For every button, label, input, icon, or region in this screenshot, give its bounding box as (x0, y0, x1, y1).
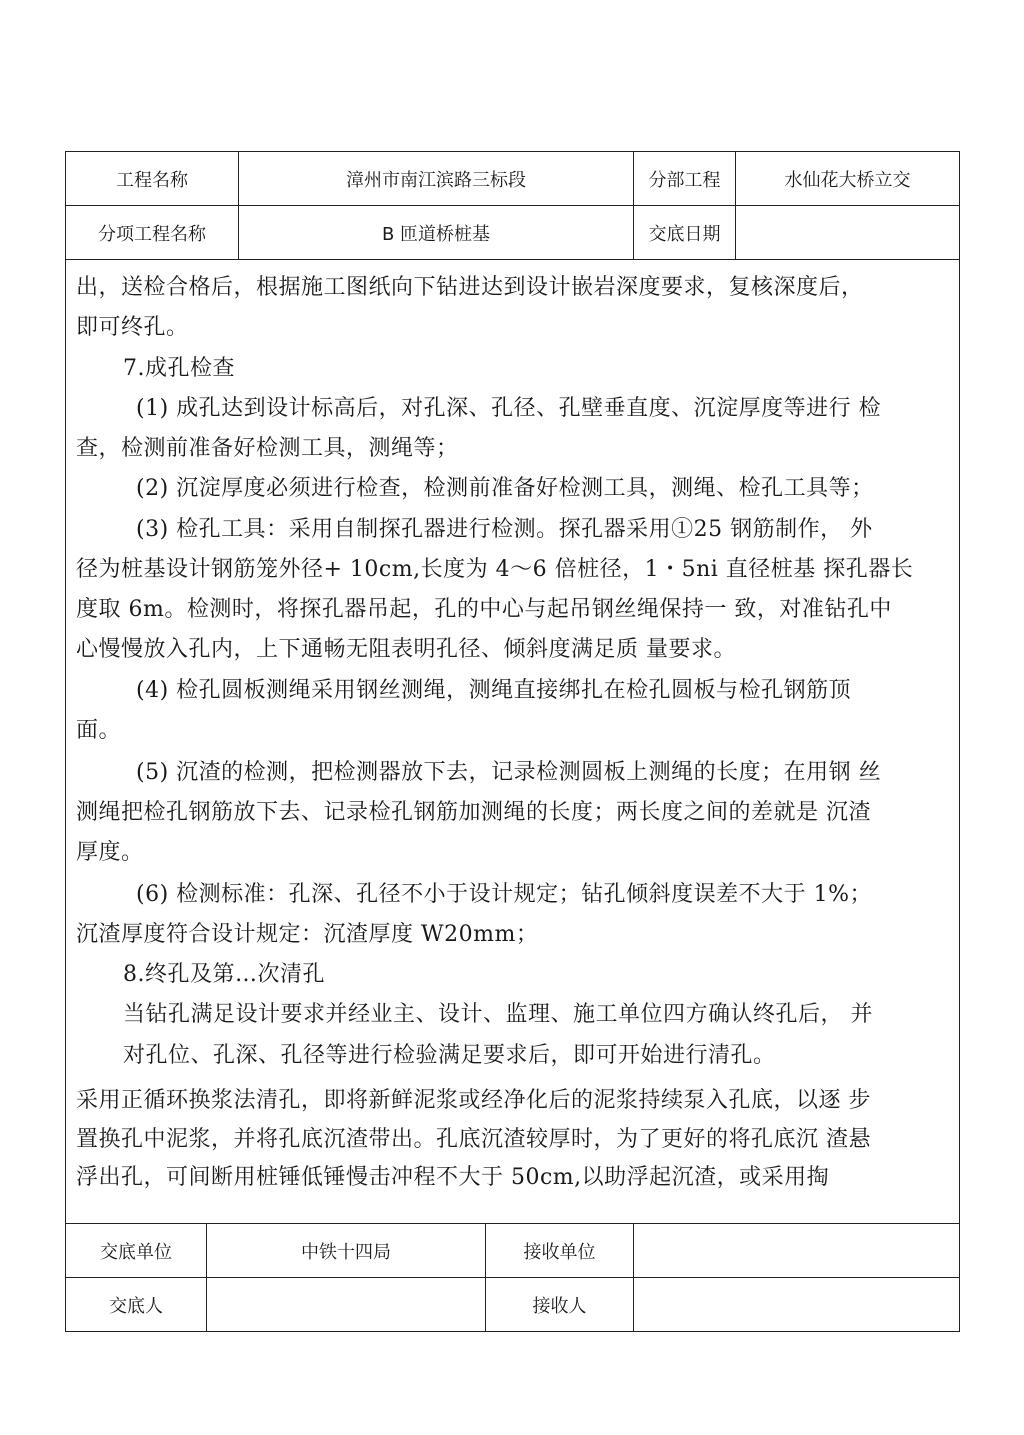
body-line: 沉渣厚度符合设计规定：沉渣厚度 W20mm； (76, 922, 539, 947)
project-name-value: 漳州市南江滨路三标段 (239, 152, 634, 205)
body-line: (2) 沉淀厚度必须进行检查，检测前准备好检测工具，测绳、检孔工具等； (136, 476, 874, 501)
receiver-person-label: 接收人 (486, 1278, 634, 1331)
body-line: 查，检测前准备好检测工具，测绳等； (76, 436, 459, 461)
body-line: 浮出孔，可间断用桩锤低锤慢击冲程不大于 50cm,以助浮起沉渣，或采用掏 (76, 1165, 830, 1190)
issuer-person-label: 交底人 (66, 1278, 207, 1331)
division-value: 水仙花大桥立交 (784, 169, 911, 191)
section-heading: 7.成孔检查 (123, 356, 235, 381)
body-line: 厚度。 (76, 840, 144, 865)
body-line: 心慢慢放入孔内，上下通畅无阻表明孔径、倾斜度满足质 量要求。 (76, 637, 736, 662)
body-line: (3) 检孔工具：采用自制探孔器进行检测。探孔器采用①25 钢筋制作， 外 (136, 517, 873, 542)
date-label: 交底日期 (634, 206, 736, 259)
body-line: 置换孔中泥浆，并将孔底沉渣带出。孔底沉渣较厚时，为了更好的将孔底沉 渣悬 (76, 1127, 871, 1152)
section-heading: 8.终孔及第…次清孔 (123, 962, 325, 987)
project-name-label: 工程名称 (66, 152, 239, 205)
receiver-person-value (634, 1278, 959, 1331)
disclosure-form (65, 151, 960, 1332)
body-line: 测绳把检孔钢筋放下去、记录检孔钢筋加测绳的长度；两长度之间的差就是 沉渣 (76, 800, 871, 825)
body-line: 对孔位、孔深、孔径等进行检验满足要求后，即可开始进行清孔。 (123, 1043, 776, 1068)
header-row-2 (66, 206, 959, 260)
body-line: (5) 沉渣的检测，把检测器放下去，记录检测圆板上测绳的长度；在用钢 丝 (136, 760, 882, 785)
body-line: 当钻孔满足设计要求并经业主、设计、监理、施工单位四方确认终孔后， 并 (123, 1002, 873, 1027)
date-value (736, 206, 959, 259)
body-line: 出，送检合格后，根据施工图纸向下钻进达到设计嵌岩深度要求，复核深度后， (76, 275, 864, 300)
division-label: 分部工程 (634, 152, 736, 205)
body-line: 度取 6m。检测时，将探孔器吊起，孔的中心与起吊钢丝绳保持一 致，对准钻孔中 (76, 597, 892, 622)
body-line: 即可终孔。 (76, 315, 189, 340)
subitem-label: 分项工程名称 (66, 206, 239, 259)
header-row-1 (66, 152, 959, 206)
issuer-unit-value: 中铁十四局 (207, 1224, 486, 1277)
body-line: 面。 (76, 718, 122, 743)
body-line: 采用正循环换浆法清孔，即将新鲜泥浆或经净化后的泥浆持续泵入孔底，以逐 步 (76, 1088, 871, 1113)
body-line: 径为桩基设计钢筋笼外径+ 10cm,长度为 4〜6 倍桩径，1・5ni 直径桩基 探孔器长 (76, 557, 914, 582)
issuer-person-value (207, 1278, 486, 1331)
disclosure-content (66, 260, 959, 1225)
footer-row-1 (66, 1223, 959, 1278)
receiver-unit-value (634, 1224, 959, 1277)
issuer-unit-label: 交底单位 (66, 1224, 207, 1277)
subitem-value: B 匝道桥桩基 (239, 206, 634, 259)
footer-row-2 (66, 1278, 959, 1331)
body-line: (6) 检测标准：孔深、孔径不小于设计规定；钻孔倾斜度误差不大于 1%； (136, 882, 873, 907)
body-line: (4) 检孔圆板测绳采用钢丝测绳，测绳直接绑扎在检孔圆板与检孔钢筋顶 (136, 678, 852, 703)
receiver-unit-label: 接收单位 (486, 1224, 634, 1277)
body-line: (1) 成孔达到设计标高后，对孔深、孔径、孔壁垂直度、沉淀厚度等进行 检 (136, 396, 882, 421)
